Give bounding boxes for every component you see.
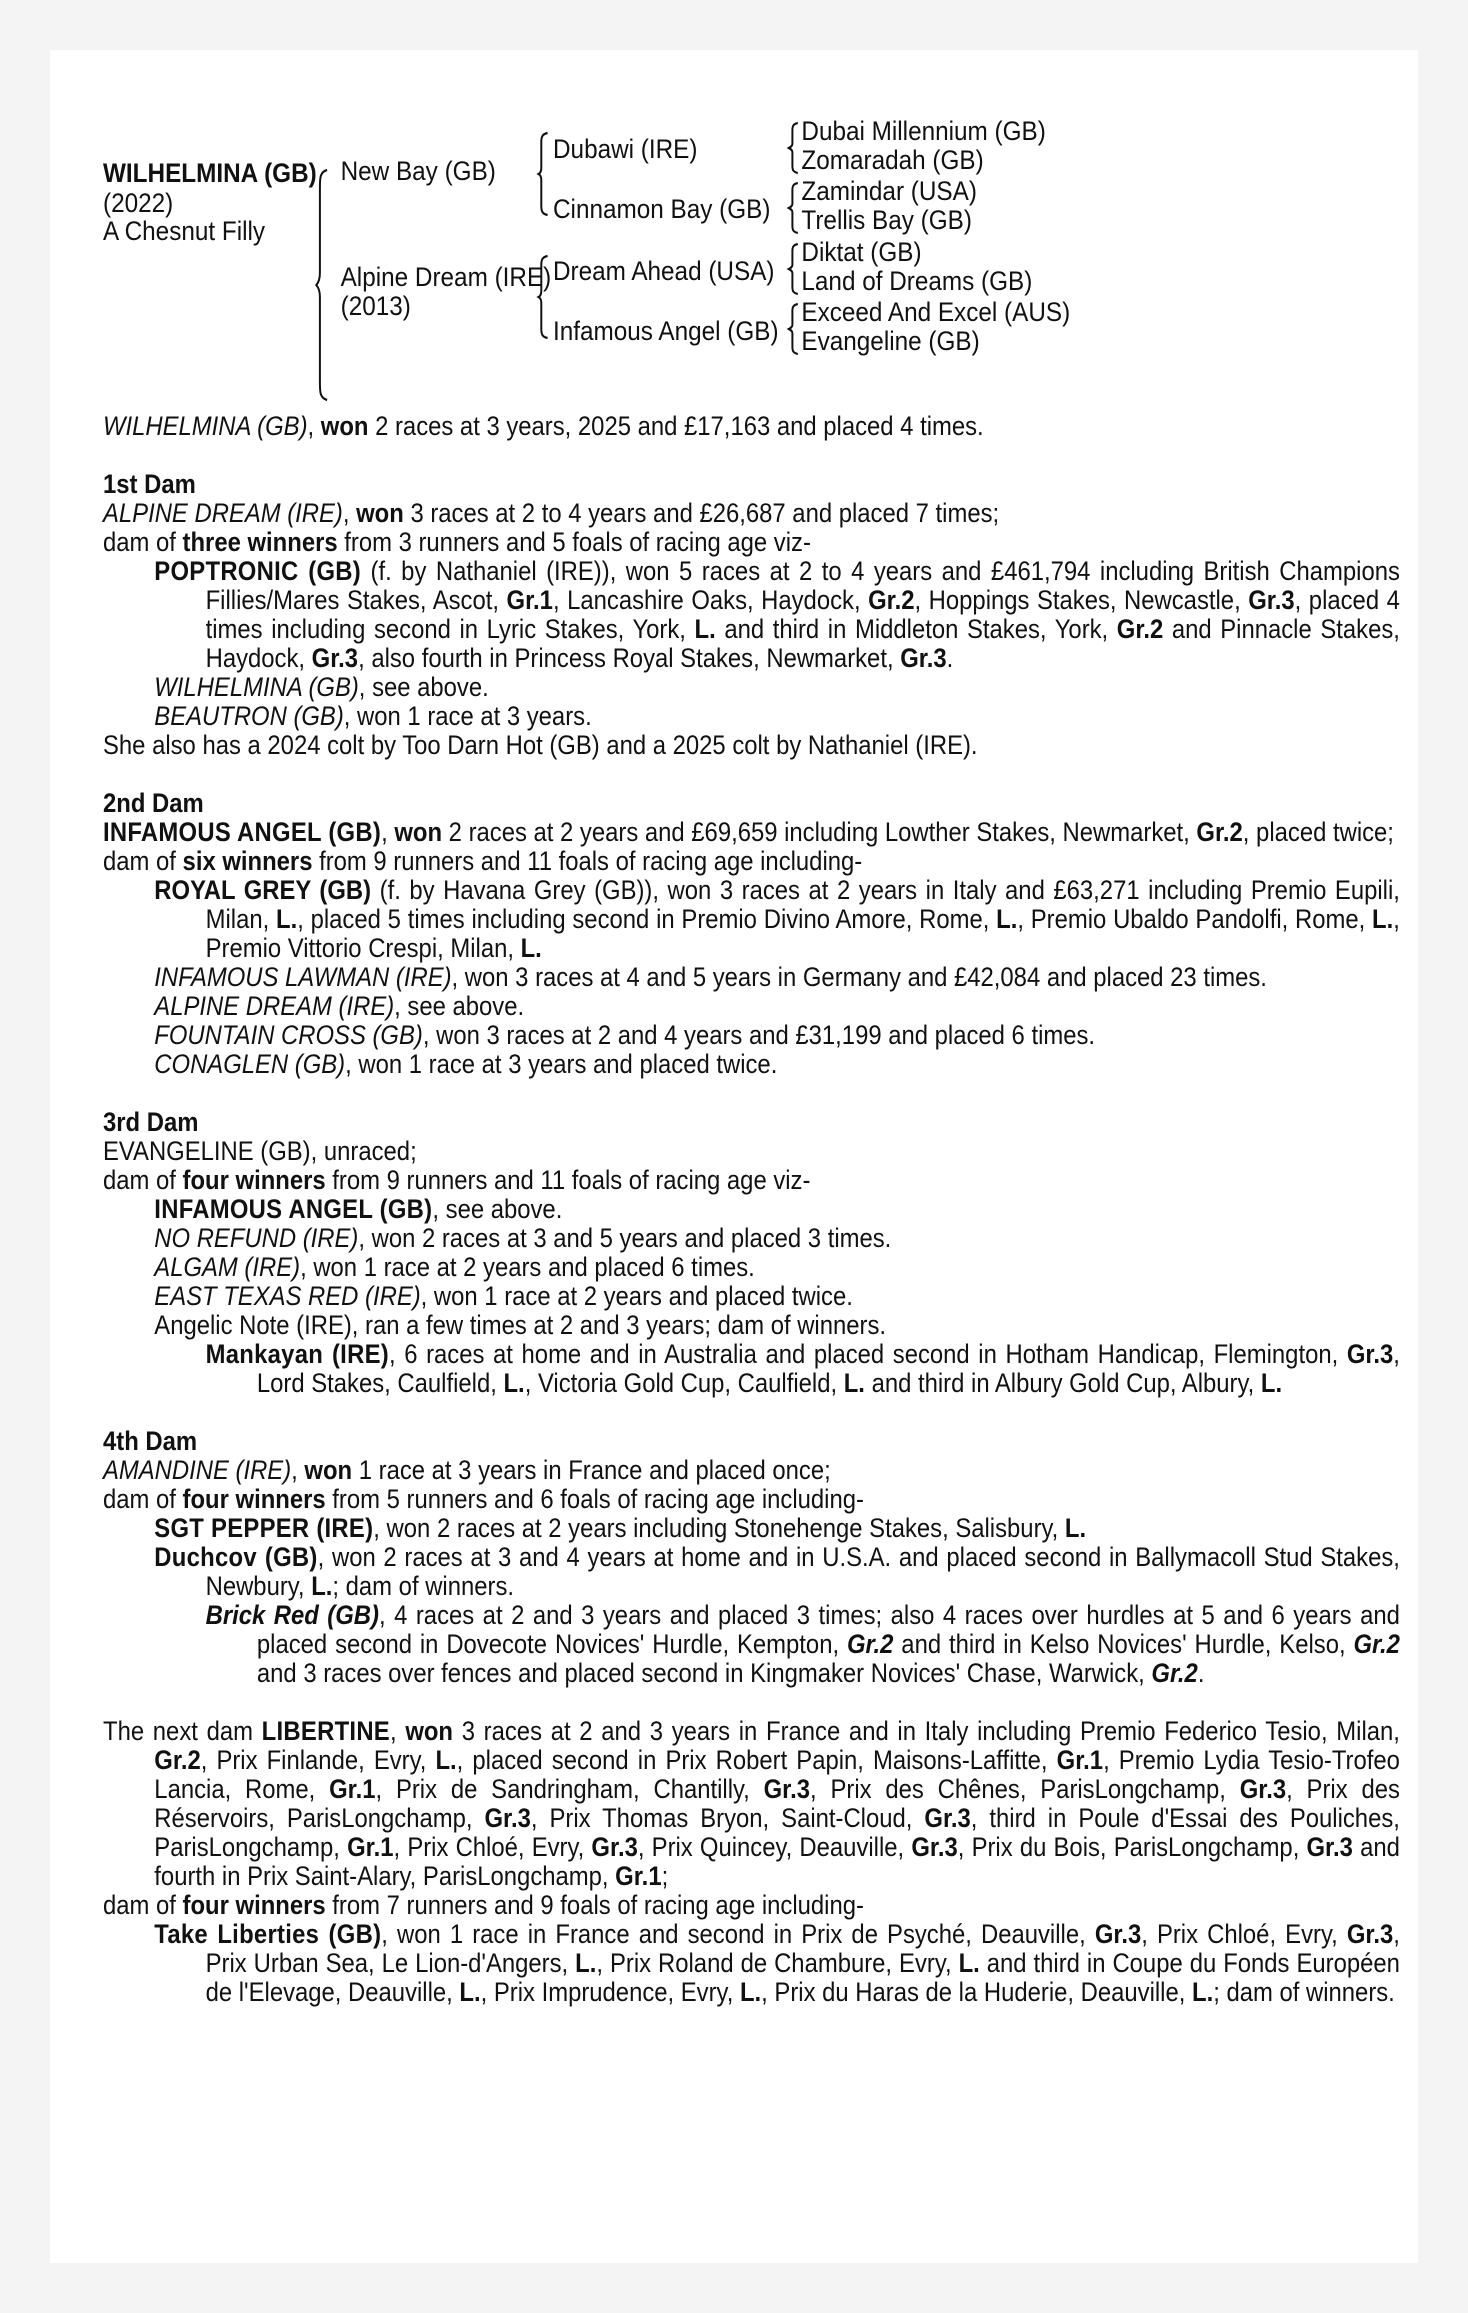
- text-run: Gr.1: [329, 1774, 376, 1804]
- record-paragraph: [103, 876, 1400, 963]
- text-run: and third in Albury Gold Cup, Albury,: [864, 1368, 1261, 1398]
- text-run: , Prix Chloé, Evry,: [393, 1832, 592, 1862]
- dam-name: Alpine Dream (IRE): [340, 262, 552, 292]
- text-run: Gr.1: [615, 1861, 662, 1891]
- heading-text: 2nd Dam: [103, 788, 204, 818]
- horse-name: INFAMOUS ANGEL (GB): [154, 1194, 433, 1224]
- heading-text: 3rd Dam: [103, 1107, 199, 1137]
- text-run: , Prix du Haras de la Huderie, Deauville,: [761, 1977, 1192, 2007]
- text-run: dam of: [103, 1890, 183, 1920]
- text-run: Gr.3: [1306, 1832, 1353, 1862]
- text-run: , see above.: [394, 991, 525, 1021]
- horse-name: Gr.2: [1151, 1658, 1198, 1688]
- horse-name: WILHELMINA (GB): [154, 672, 359, 702]
- record-paragraph: [103, 1282, 1400, 1311]
- gen3-name: Exceed And Excel (AUS): [801, 297, 1071, 327]
- text-run: , won 1 race at 2 years and placed 6 times.: [300, 1252, 755, 1282]
- text-run: , placed 5 times including second in Premio Divino Amore, Rome,: [297, 904, 997, 934]
- text-run: Gr.3: [1094, 1919, 1142, 1949]
- text-run: , Prix des Chênes, ParisLongchamp,: [810, 1774, 1240, 1804]
- text-run: and fourth in Prix Saint-Alary, ParisLongchamp,: [154, 1832, 1400, 1891]
- record-paragraph: [103, 963, 1400, 992]
- section-heading: [103, 470, 1400, 499]
- text-run: , placed second in Prix Robert Papin, Maisons-Laffitte,: [456, 1745, 1057, 1775]
- text-run: .: [1197, 1658, 1205, 1688]
- text-run: Gr.3: [1346, 1919, 1394, 1949]
- horse-name: POPTRONIC (GB): [154, 556, 362, 586]
- text-run: six winners: [182, 846, 313, 876]
- text-run: , placed 4 times including second in Lyric Stakes, York,: [205, 585, 1400, 644]
- text-run: L.: [843, 1368, 865, 1398]
- text-run: four winners: [182, 1484, 326, 1514]
- produce-record: [103, 412, 1400, 2007]
- horse-name: ALPINE DREAM (IRE): [154, 991, 395, 1021]
- text-run: L.: [311, 1571, 333, 1601]
- dam-year: (2013): [340, 291, 411, 321]
- text-run: Gr.1: [506, 585, 553, 615]
- text-run: ,: [291, 1455, 305, 1485]
- horse-name: Duchcov (GB): [154, 1542, 318, 1572]
- text-run: L.: [1064, 1513, 1087, 1543]
- gen3-name: Dubai Millennium (GB): [801, 116, 1046, 146]
- text-run: and third in Coupe du Fonds Européen de l'Elevage, Deauville,: [205, 1948, 1400, 2007]
- text-run: L.: [503, 1368, 525, 1398]
- text-run: and Pinnacle Stakes, Haydock,: [205, 614, 1400, 673]
- text-run: won: [304, 1455, 353, 1485]
- text-run: ,: [307, 411, 321, 441]
- text-run: , Prix des Réservoirs, ParisLongchamp,: [154, 1774, 1400, 1833]
- record-paragraph: [103, 1543, 1400, 1601]
- text-run: , won 2 races at 3 and 4 years at home and in U.S.A. and placed second in Ballymacoll Stud Stakes, Newbury,: [205, 1542, 1400, 1601]
- gen3-name: Diktat (GB): [801, 237, 922, 267]
- text-run: ,: [342, 498, 357, 528]
- text-run: ; dam of winners.: [1213, 1977, 1395, 2007]
- brace-gen1: [316, 168, 329, 402]
- record-paragraph: [103, 1166, 1400, 1195]
- horse-name: SGT PEPPER (IRE): [154, 1513, 374, 1543]
- text-run: ,: [389, 1716, 406, 1746]
- text-run: L.: [996, 904, 1018, 934]
- text-run: Gr.3: [763, 1774, 811, 1804]
- text-run: from 3 runners and 5 foals of racing age viz-: [337, 527, 811, 557]
- text-run: .: [946, 643, 954, 673]
- text-run: , Premio Vittorio Crespi, Milan,: [205, 904, 1400, 963]
- horse-name: LIBERTINE: [261, 1716, 390, 1746]
- text-run: Gr.3: [311, 643, 359, 673]
- horse-name: Take Liberties (GB): [154, 1919, 382, 1949]
- section-heading: [103, 789, 1400, 818]
- section-gap: [103, 1398, 1400, 1427]
- text-run: , Prix de Sandringham, Chantilly,: [375, 1774, 764, 1804]
- text-run: (f. by Nathaniel (IRE)), won 5 races at 2 to 4 years and £461,794 including British Champions Fillies/Mares Stakes, Ascot,: [205, 556, 1400, 615]
- horse-name: Mankayan (IRE): [205, 1339, 389, 1369]
- record-paragraph: [103, 1195, 1400, 1224]
- text-run: , Premio Ubaldo Pandolfi, Rome,: [1017, 904, 1373, 934]
- text-run: 3 races at 2 to 4 years and £26,687 and placed 7 times;: [403, 498, 1000, 528]
- text-run: and third in Middleton Stakes, York,: [715, 614, 1117, 644]
- horse-name: Brick Red (GB): [205, 1600, 379, 1630]
- record-paragraph: [103, 818, 1400, 847]
- text-run: Gr.3: [911, 1832, 958, 1862]
- horse-name: ALPINE DREAM (IRE): [103, 498, 343, 528]
- section-heading: [103, 1108, 1400, 1137]
- text-run: The next dam: [103, 1716, 262, 1746]
- gen3-name: Zomaradah (GB): [801, 145, 984, 175]
- text-run: L.: [1192, 1977, 1214, 2007]
- text-run: ROYAL GREY (GB): [154, 875, 372, 905]
- text-run: L.: [435, 1745, 457, 1775]
- text-run: 1 race at 3 years in France and placed once;: [352, 1455, 831, 1485]
- record-paragraph: [103, 847, 1400, 876]
- text-run: L.: [520, 933, 542, 963]
- sire-name: New Bay (GB): [340, 156, 496, 186]
- gen3-name: Zamindar (USA): [801, 176, 977, 206]
- text-run: , Prix du Bois, ParisLongchamp,: [957, 1832, 1307, 1862]
- horse-name: ALGAM (IRE): [154, 1252, 301, 1282]
- text-run: , Victoria Gold Cup, Caulfield,: [524, 1368, 844, 1398]
- record-paragraph: [103, 412, 1400, 441]
- section-gap: [103, 1079, 1400, 1108]
- horse-name: BEAUTRON (GB): [154, 701, 344, 731]
- text-run: Gr.1: [1056, 1745, 1104, 1775]
- text-run: , Prix Quincey, Deauville,: [637, 1832, 912, 1862]
- text-run: , Prix Chloé, Evry,: [1141, 1919, 1347, 1949]
- pedigree-chart: [103, 50, 1400, 380]
- record-paragraph: [103, 1514, 1400, 1543]
- text-run: won: [356, 498, 404, 528]
- text-run: , won 1 race at 3 years and placed twice.: [345, 1049, 778, 1079]
- record-paragraph: [103, 1601, 1400, 1688]
- subject-description: A Chesnut Filly: [103, 216, 266, 246]
- text-run: Gr.2: [1196, 817, 1243, 847]
- text-run: , Prix Imprudence, Evry,: [480, 1977, 740, 2007]
- record-paragraph: [103, 1485, 1400, 1514]
- text-run: , Prix Thomas Bryon, Saint-Cloud,: [530, 1803, 925, 1833]
- text-run: 3 races at 2 and 3 years in France and in Italy including Premio Federico Tesio, Milan,: [453, 1716, 1400, 1746]
- horse-name: INFAMOUS ANGEL (GB): [103, 817, 382, 847]
- text-run: L.: [1260, 1368, 1283, 1398]
- text-run: Gr.3: [591, 1832, 638, 1862]
- text-run: Gr.2: [154, 1745, 201, 1775]
- record-paragraph: [103, 702, 1400, 731]
- text-run: , won 1 race at 2 years and placed twice.: [420, 1281, 853, 1311]
- record-paragraph: [103, 1137, 1400, 1166]
- brace-g3-2: [789, 182, 800, 234]
- text-run: , Lord Stakes, Caulfield,: [256, 1339, 1400, 1398]
- text-run: Gr.2: [1116, 614, 1164, 644]
- record-paragraph: [103, 1920, 1400, 2007]
- record-paragraph: [103, 992, 1400, 1021]
- text-run: four winners: [182, 1165, 326, 1195]
- horse-name: NO REFUND (IRE): [154, 1223, 359, 1253]
- gen3-name: Trellis Bay (GB): [801, 205, 972, 235]
- brace-g3-3: [789, 243, 800, 295]
- text-run: and third in Kelso Novices' Hurdle, Kelso,: [893, 1629, 1354, 1659]
- text-run: from 7 runners and 9 foals of racing age including-: [325, 1890, 864, 1920]
- record-paragraph: [103, 673, 1400, 702]
- text-run: , won 2 races at 3 and 5 years and placed 3 times.: [358, 1223, 892, 1253]
- brace-g3-4: [789, 303, 800, 355]
- record-paragraph: [103, 1021, 1400, 1050]
- text-run: L.: [1372, 904, 1394, 934]
- text-run: , Premio Lydia Tesio-Trofeo Lancia, Rome,: [154, 1745, 1400, 1804]
- text-run: , 4 races at 2 and 3 years and placed 3 times; also 4 races over hurdles at 5 and 6 years and placed second in Dovecote Novices' Hurdle, Kempton,: [256, 1600, 1400, 1659]
- horse-name: WILHELMINA (GB): [103, 411, 308, 441]
- text-run: from 5 runners and 6 foals of racing age including-: [325, 1484, 864, 1514]
- section-gap: [103, 760, 1400, 789]
- text-run: , see above.: [358, 672, 489, 702]
- horse-name: Gr.2: [1353, 1629, 1400, 1659]
- text-run: EVANGELINE (GB), unraced;: [103, 1136, 417, 1166]
- text-run: Gr.1: [347, 1832, 394, 1862]
- text-run: from 9 runners and 11 foals of racing age viz-: [325, 1165, 811, 1195]
- sire-sire-name: Dubawi (IRE): [553, 134, 698, 164]
- record-paragraph: [103, 1253, 1400, 1282]
- record-paragraph: [103, 557, 1400, 673]
- horse-name: Gr.2: [846, 1629, 894, 1659]
- text-run: Gr.3: [484, 1803, 531, 1833]
- text-run: from 9 runners and 11 foals of racing age including-: [312, 846, 863, 876]
- subject-name: WILHELMINA (GB): [103, 158, 317, 188]
- record-paragraph: [103, 731, 1400, 760]
- dam-dam-name: Infamous Angel (GB): [553, 316, 779, 346]
- text-run: four winners: [182, 1890, 326, 1920]
- text-run: , also fourth in Princess Royal Stakes, Newmarket,: [358, 643, 901, 673]
- text-run: Gr.3: [924, 1803, 971, 1833]
- heading-text: 1st Dam: [103, 469, 196, 499]
- section-heading: [103, 1427, 1400, 1456]
- text-run: dam of: [103, 1165, 183, 1195]
- text-run: won: [320, 411, 369, 441]
- text-run: , won 1 race at 3 years.: [343, 701, 592, 731]
- text-run: dam of: [103, 527, 183, 557]
- text-run: , won 3 races at 2 and 4 years and £31,199 and placed 6 times.: [422, 1020, 1096, 1050]
- gen3-name: Evangeline (GB): [801, 326, 980, 356]
- text-run: three winners: [182, 527, 338, 557]
- text-run: , Hoppings Stakes, Newcastle,: [914, 585, 1249, 615]
- record-paragraph: [103, 1891, 1400, 1920]
- text-run: Gr.3: [900, 643, 947, 673]
- record-paragraph: [103, 1717, 1400, 1891]
- text-run: She also has a 2024 colt by Too Darn Hot (GB) and a 2025 colt by Nathaniel (IRE).: [103, 730, 978, 760]
- text-run: dam of: [103, 1484, 183, 1514]
- sire-dam-name: Cinnamon Bay (GB): [553, 194, 771, 224]
- section-gap: [103, 1688, 1400, 1717]
- text-run: (f. by Havana Grey (GB)), won 3 races at 2 years in Italy and £63,271 including Premio Eupili, Milan,: [205, 875, 1400, 934]
- horse-name: CONAGLEN (GB): [154, 1049, 346, 1079]
- text-run: , Prix Urban Sea, Le Lion-d'Angers,: [205, 1919, 1400, 1978]
- record-paragraph: [103, 1340, 1400, 1398]
- text-run: , placed twice;: [1242, 817, 1394, 847]
- text-run: , won 3 races at 4 and 5 years in Germany and £42,084 and placed 23 times.: [451, 962, 1267, 992]
- text-run: Gr.3: [1346, 1339, 1394, 1369]
- horse-name: INFAMOUS LAWMAN (IRE): [154, 962, 452, 992]
- record-paragraph: [103, 1224, 1400, 1253]
- record-paragraph: [103, 499, 1400, 528]
- record-paragraph: [103, 1311, 1400, 1340]
- text-run: , see above.: [432, 1194, 563, 1224]
- text-run: , Lancashire Oaks, Haydock,: [552, 585, 869, 615]
- text-run: L.: [459, 1977, 481, 2007]
- text-run: Gr.2: [868, 585, 915, 615]
- text-run: ; dam of winners.: [332, 1571, 515, 1601]
- catalogue-page: [50, 50, 1418, 2263]
- horse-name: FOUNTAIN CROSS (GB): [154, 1020, 423, 1050]
- text-run: L.: [694, 614, 716, 644]
- text-run: L.: [739, 1977, 762, 2007]
- horse-name: EAST TEXAS RED (IRE): [154, 1281, 421, 1311]
- text-run: ;: [661, 1861, 669, 1891]
- text-run: won: [394, 817, 443, 847]
- text-run: , 6 races at home and in Australia and placed second in Hotham Handicap, Flemington,: [388, 1339, 1347, 1369]
- text-run: dam of: [103, 846, 183, 876]
- record-paragraph: [103, 528, 1400, 557]
- record-paragraph: [103, 1050, 1400, 1079]
- text-run: 2 races at 3 years, 2025 and £17,163 and placed 4 times.: [368, 411, 984, 441]
- text-run: ,: [381, 817, 395, 847]
- text-run: Gr.3: [1239, 1774, 1287, 1804]
- text-run: L.: [958, 1948, 980, 1978]
- record-paragraph: [103, 1456, 1400, 1485]
- text-run: , third in Poule d'Essai des Pouliches, ParisLongchamp,: [154, 1803, 1400, 1862]
- brace-sire: [539, 132, 550, 216]
- brace-dam: [539, 255, 550, 339]
- text-run: , Prix Roland de Chambure, Evry,: [596, 1948, 959, 1978]
- text-run: , won 1 race in France and second in Prix de Psyché, Deauville,: [381, 1919, 1095, 1949]
- text-run: , Prix Finlande, Evry,: [200, 1745, 436, 1775]
- horse-name: AMANDINE (IRE): [103, 1455, 292, 1485]
- text-run: Gr.3: [1248, 585, 1295, 615]
- gen3-name: Land of Dreams (GB): [801, 266, 1033, 296]
- text-run: won: [405, 1716, 454, 1746]
- brace-g3-1: [789, 122, 800, 174]
- dam-sire-name: Dream Ahead (USA): [553, 256, 775, 286]
- text-run: Angelic Note (IRE), ran a few times at 2 and 3 years; dam of winners.: [154, 1310, 887, 1340]
- text-run: and 3 races over fences and placed second in Kingmaker Novices' Chase, Warwick,: [256, 1658, 1152, 1688]
- heading-text: 4th Dam: [103, 1426, 198, 1456]
- section-gap: [103, 441, 1400, 470]
- text-run: L.: [275, 904, 298, 934]
- text-run: , won 2 races at 2 years including Stonehenge Stakes, Salisbury,: [373, 1513, 1065, 1543]
- text-run: L.: [575, 1948, 597, 1978]
- subject-year: (2022): [103, 188, 174, 218]
- text-run: 2 races at 2 years and £69,659 including Lowther Stakes, Newmarket,: [442, 817, 1197, 847]
